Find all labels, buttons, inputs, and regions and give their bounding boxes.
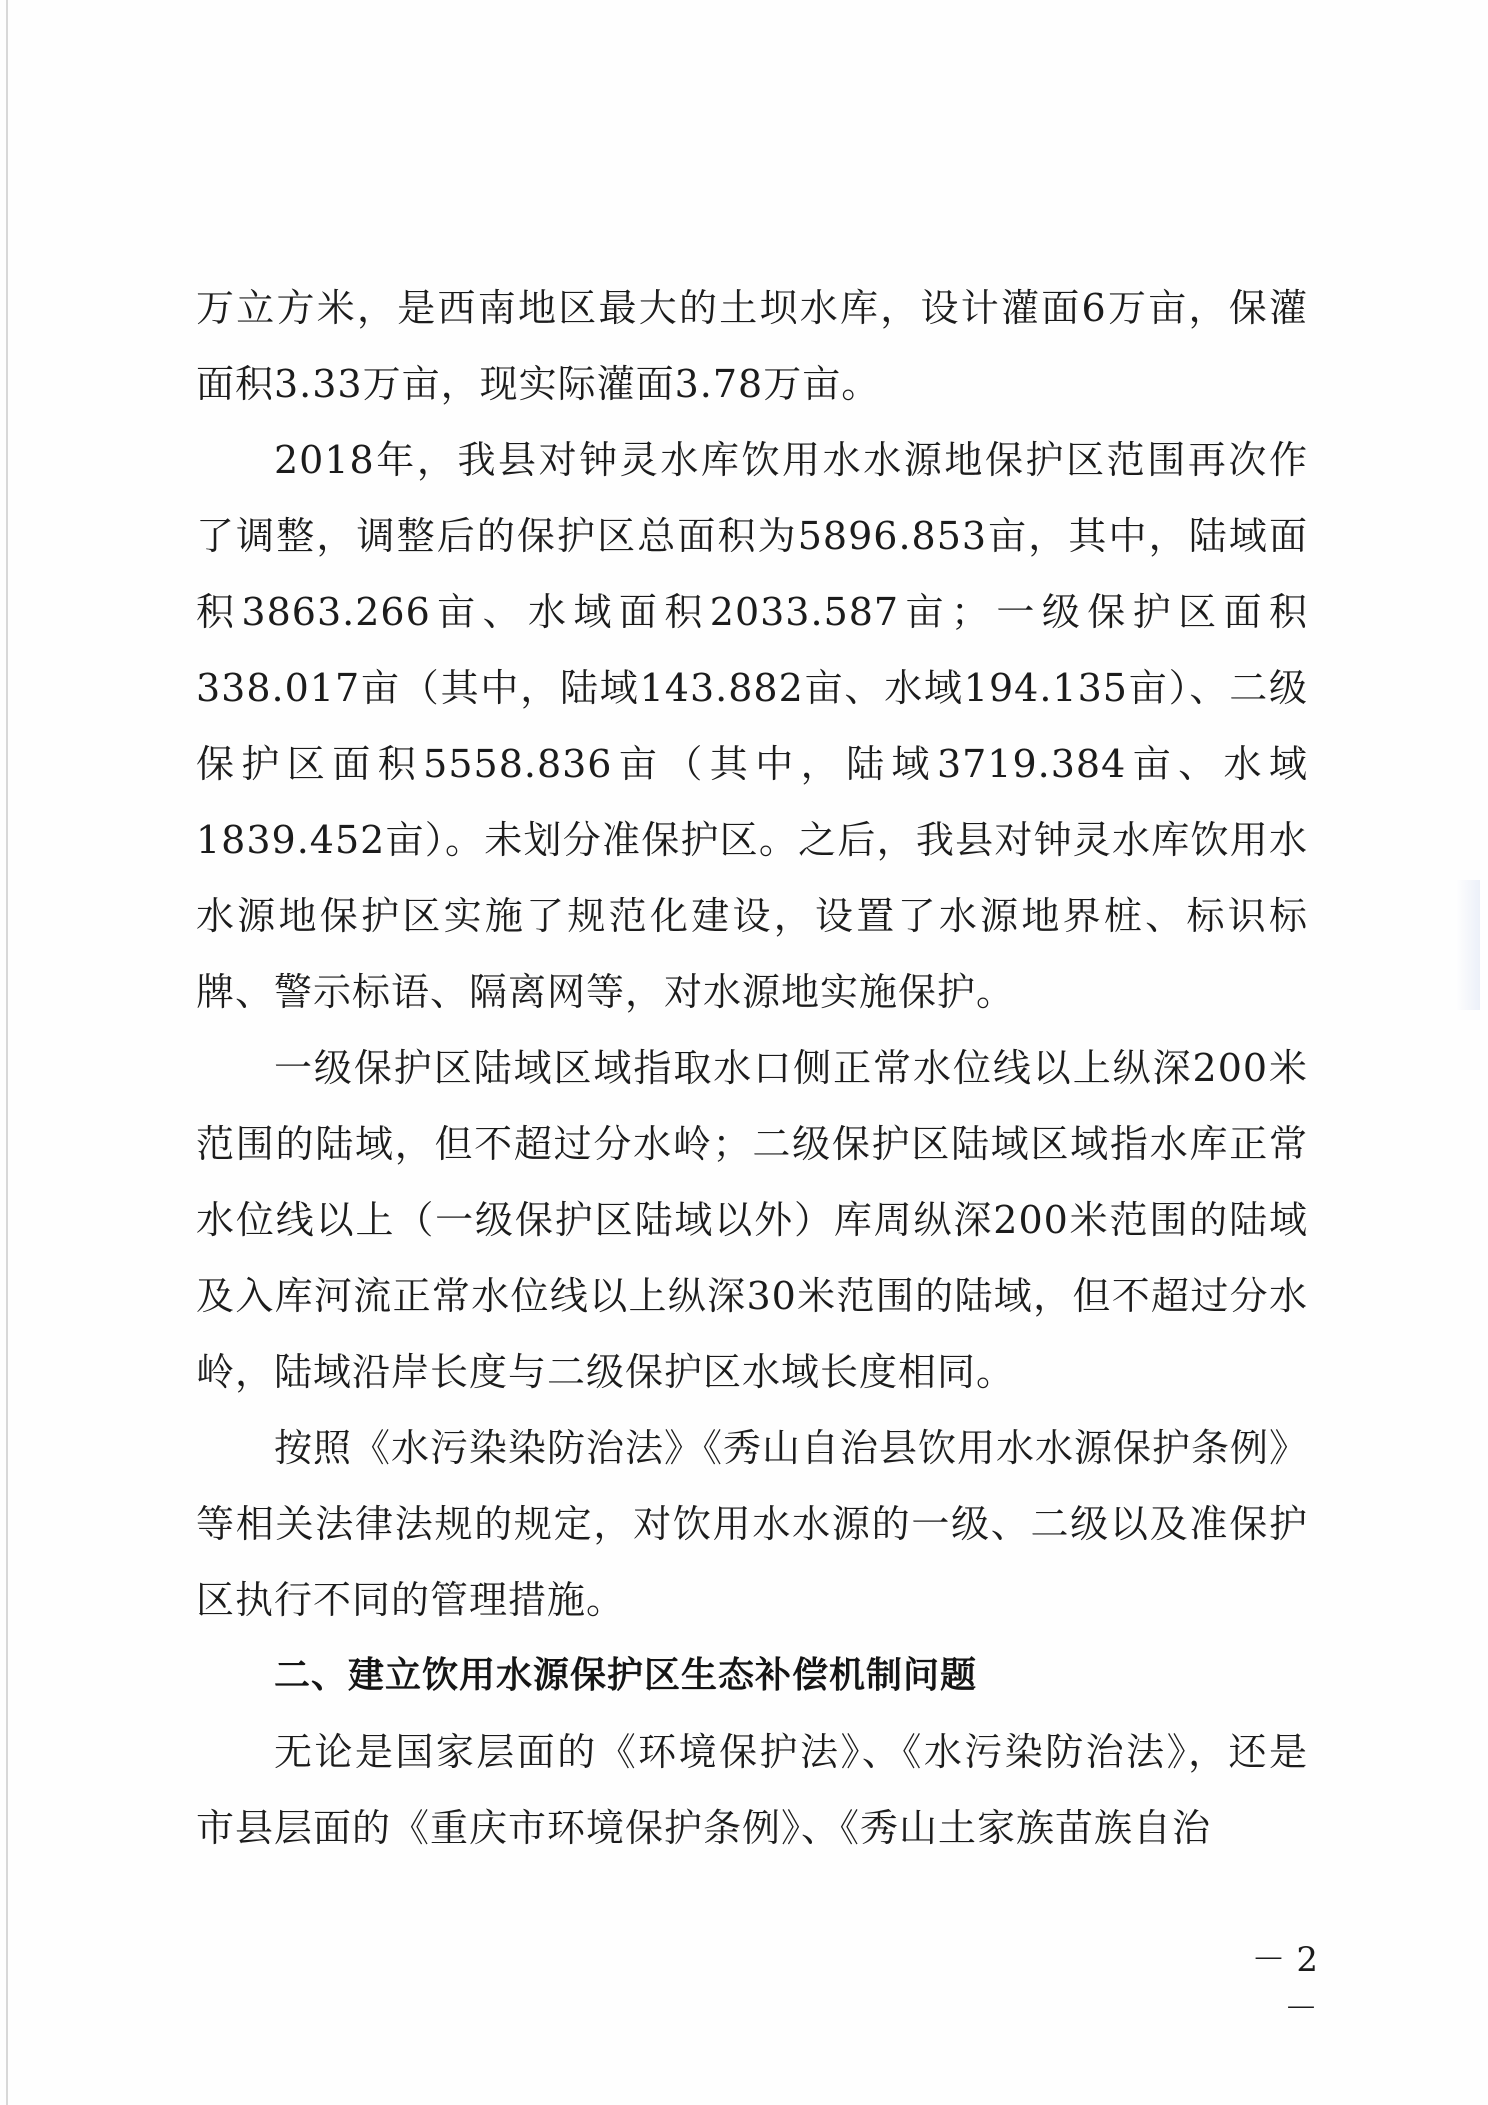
scan-shade	[1456, 880, 1480, 1010]
paragraph-legal-basis: 按照《水污染染防治法》《秀山自治县饮用水水源保护条例》等相关法律法规的规定，对饮用水水源的一级、二级以及准保护区执行不同的管理措施。	[196, 1426, 1309, 1622]
paragraph-continuation: 万立方米，是西南地区最大的土坝水库，设计灌面6万亩，保灌面积3.33万亩，现实际灌面3.78万亩。	[196, 286, 1308, 406]
page-number: － 2 －	[1251, 1940, 1318, 2029]
paragraph-land-area-definition: 一级保护区陆域区域指取水口侧正常水位线以上纵深200米范围的陆域，但不超过分水岭；二级保护区陆域区域指水库正常水位线以上（一级保护区陆域以外）库周纵深200米范围的陆域及入库河流正常水位线以上纵深30米范围的陆域，但不超过分水岭，陆域沿岸长度与二级保护区水域长度相同。	[196, 1046, 1308, 1394]
section-heading: 二、建立饮用水源保护区生态补偿机制问题	[274, 1655, 978, 1696]
scan-left-edge	[6, 0, 8, 2105]
paragraph-protection-area-adjustment: 2018年，我县对钟灵水库饮用水水源地保护区范围再次作了调整，调整后的保护区总面积为5896.853亩，其中，陆域面积3863.266亩、水域面积2033.587亩；一级保护区面积338.017亩（其中，陆域143.882亩、水域194.135亩）、二级保护区面积5558.836亩（其中，陆域3719.384亩、水域1839.452亩）。未划分准保护区。之后，我县对钟灵水库饮用水水源地保护区实施了规范化建设，设置了水源地界桩、标识标牌、警示标语、隔离网等，对水源地实施保护。	[196, 438, 1308, 1014]
paragraph-closing: 无论是国家层面的《环境保护法》、《水污染防治法》，还是市县层面的《重庆市环境保护条例》、《秀山土家族苗族自治	[196, 1730, 1308, 1850]
body-text	[196, 270, 1308, 1866]
